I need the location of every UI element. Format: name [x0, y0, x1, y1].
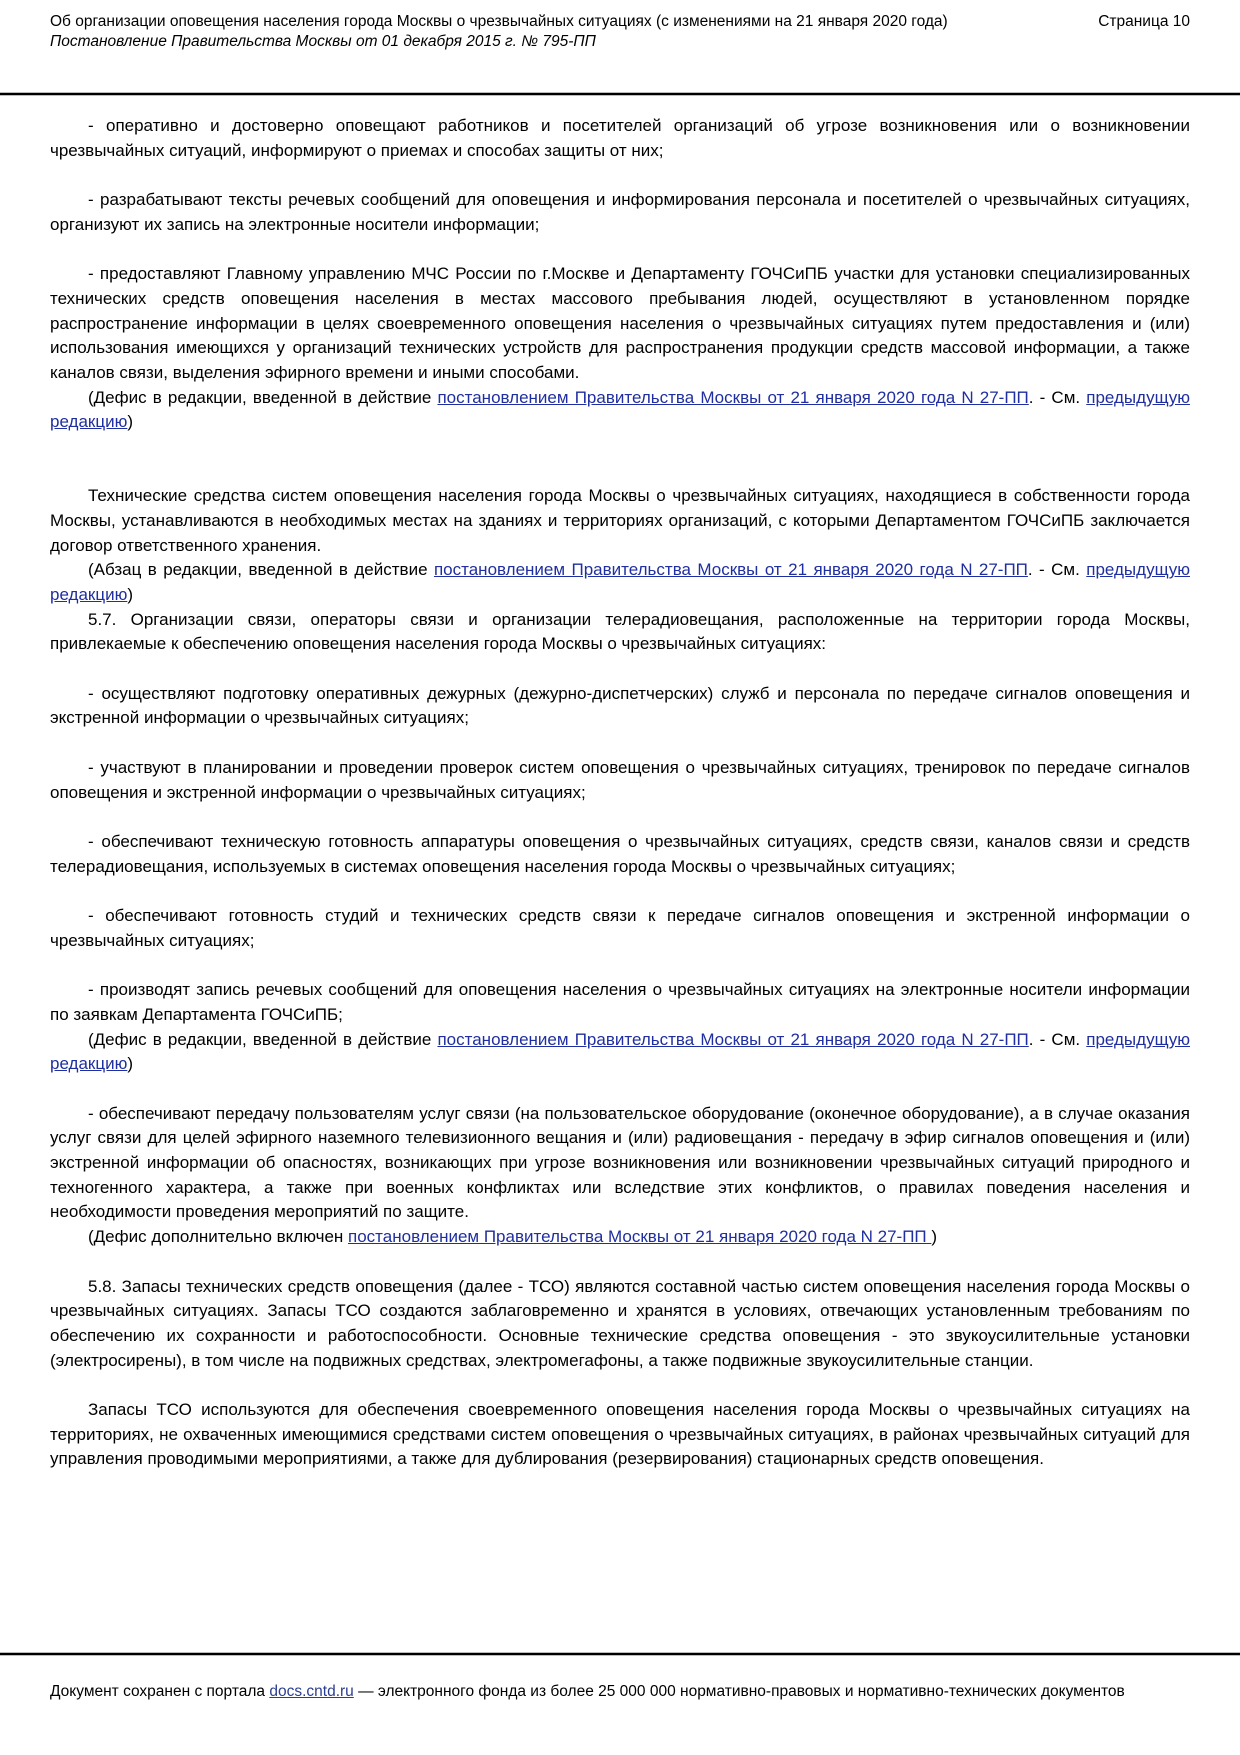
amendment-link[interactable]: постановлением Правительства Москвы от 21 января 2020 года N 27-ПП: [437, 1029, 1029, 1049]
page-number: Страница 10: [1098, 13, 1190, 30]
paragraph: - предоставляют Главному управлению МЧС России по г.Москве и Департаменту ГОЧСиПБ участки для установки специализированных технических средств оповещения населения в местах массового пребывания людей, осуществляют в установленном порядке распространение информации в целях своевременного оповещения населения о чрезвычайных ситуациях путем предоставления и (или) использования имеющихся у организаций технических устройств для распространения продукции средств массовой информации, а также каналов связи, выделения эфирного времени и иными способами.: [50, 264, 1190, 382]
amendment-link[interactable]: постановлением Правительства Москвы от 21 января 2020 года N 27-ПП: [348, 1227, 932, 1247]
document-subtitle: Постановление Правительства Москвы от 01 декабря 2015 г. № 795-ПП: [50, 33, 596, 50]
portal-link[interactable]: docs.cntd.ru: [269, 1683, 354, 1700]
section-5-7: 5.7. Организации связи, операторы связи и организации телерадиовещания, расположенные на территории города Москвы, привлекаемые к обеспечению оповещения населения города Москвы о чрезвычайных ситуациях:: [50, 609, 1190, 654]
amendment-link[interactable]: постановлением Правительства Москвы от 21 января 2020 года N 27-ПП: [437, 387, 1029, 407]
paragraph: - обеспечивают техническую готовность аппаратуры оповещения о чрезвычайных ситуациях, средств связи, каналов связи и средств телерадиовещания, используемых в системах оповещения населения города Москвы о чрезвычайных ситуациях;: [50, 831, 1190, 876]
paragraph: Технические средства систем оповещения населения города Москвы о чрезвычайных ситуациях, находящиеся в собственности города Москвы, устанавливаются в необходимых местах на зданиях и территориях организаций, с которыми Департаментом ГОЧСиПБ заключается договор ответственного хранения.: [50, 486, 1190, 555]
paragraph: Запасы ТСО используются для обеспечения своевременного оповещения населения города Москвы о чрезвычайных ситуациях на территориях, не охваченных имеющимися средствами систем оповещения о чрезвычайных ситуациях, в районах чрезвычайных ситуаций для управления проводимыми мероприятиями, а также для дублирования (резервирования) стационарных средств оповещения.: [50, 1400, 1190, 1469]
header-divider: [0, 93, 1240, 95]
amendment-note: (Дефис в редакции, введенной в действие постановлением Правительства Москвы от 21 января 2020 года N 27-ПП. - См. предыдущую редакцию): [50, 1029, 1190, 1074]
amendment-link[interactable]: постановлением Правительства Москвы от 21 января 2020 года N 27-ПП: [433, 560, 1028, 580]
amendment-note: (Абзац в редакции, введенной в действие постановлением Правительства Москвы от 21 января 2020 года N 27-ПП. - См. предыдущую редакцию): [50, 560, 1190, 604]
document-title: Об организации оповещения населения города Москвы о чрезвычайных ситуациях (с изменениями на 21 января 2020 года): [50, 13, 948, 30]
page-header: [50, 12, 1190, 52]
paragraph: - производят запись речевых сообщений для оповещения населения о чрезвычайных ситуациях на электронные носители информации по заявкам Департамента ГОЧСиПБ;: [50, 980, 1190, 1024]
paragraph: - обеспечивают передачу пользователям услуг связи (на пользовательское оборудование (оконечное оборудование), а в случае оказания услуг связи для целей эфирного наземного телевизионного вещания и (или) радиовещания - передачу в эфир сигналов оповещения и (или) экстренной информации об опасностях, возникающих при угрозе возникновения или возникновении чрезвычайных ситуаций природного и техногенного характера, а также при военных конфликтах или вследствие этих конфликтов, о правилах поведения населения и необходимости проведения мероприятий по защите.: [50, 1103, 1190, 1222]
previous-edition-link[interactable]: предыдущую редакцию: [50, 560, 1190, 604]
previous-edition-link[interactable]: предыдущую редакцию: [50, 1029, 1190, 1074]
amendment-note: (Дефис дополнительно включен постановлением Правительства Москвы от 21 января 2020 года N 27-ПП ): [88, 1227, 938, 1247]
paragraph: - осуществляют подготовку оперативных дежурных (дежурно-диспетчерских) служб и персонала по передаче сигналов оповещения и экстренной информации о чрезвычайных ситуациях;: [50, 683, 1190, 728]
amendment-note: (Дефис в редакции, введенной в действие постановлением Правительства Москвы от 21 января 2020 года N 27-ПП. - См. предыдущую редакцию): [50, 387, 1190, 432]
page-footer: Документ сохранен с портала docs.cntd.ru — электронного фонда из более 25 000 000 нормативно-правовых и нормативно-технических документов: [50, 1683, 1125, 1700]
document-body: [50, 114, 1190, 1472]
paragraph: - обеспечивают готовность студий и технических средств связи к передаче сигналов оповещения и экстренной информации о чрезвычайных ситуациях;: [50, 906, 1190, 950]
section-5-8: 5.8. Запасы технических средств оповещения (далее - ТСО) являются составной частью систем оповещения населения города Москвы о чрезвычайных ситуациях. Запасы ТСО создаются заблаговременно и хранятся в условиях, отвечающих установленным требованиям по обеспечению их сохранности и работоспособности. Основные технические средства оповещения - это звукоусилительные установки (электросирены), в том числе на подвижных средствах, электромегафоны, а также подвижные звукоусилительные станции.: [50, 1276, 1190, 1370]
footer-divider: [0, 1653, 1240, 1655]
paragraph: - участвуют в планировании и проведении проверок систем оповещения о чрезвычайных ситуациях, тренировок по передаче сигналов оповещения и экстренной информации о чрезвычайных ситуациях;: [50, 757, 1190, 802]
paragraph: - разрабатывают тексты речевых сообщений для оповещения и информирования персонала и посетителей о чрезвычайных ситуациях, организуют их запись на электронные носители информации;: [50, 190, 1190, 234]
previous-edition-link[interactable]: предыдущую редакцию: [50, 387, 1190, 432]
paragraph: - оперативно и достоверно оповещают работников и посетителей организаций об угрозе возникновения или о возникновении чрезвычайных ситуаций, информируют о приемах и способах защиты от них;: [50, 116, 1190, 160]
